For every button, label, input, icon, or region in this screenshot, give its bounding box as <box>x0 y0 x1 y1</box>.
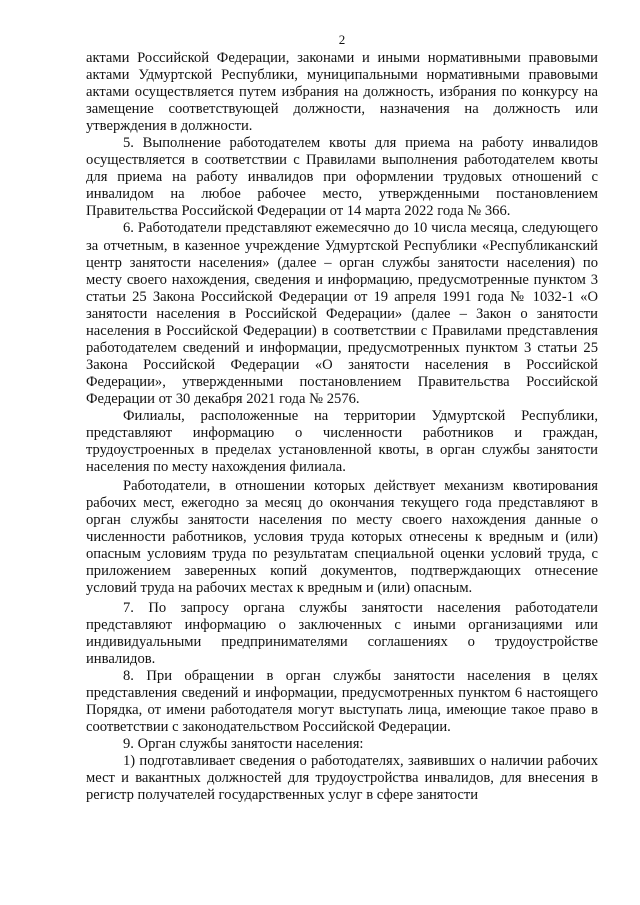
paragraph-employers-quota: Работодатели, в отношении которых действует механизм квотирования рабочих мест, ежегодно за месяц до окончания текущего года представляют в орган службы занятости населения по месту своего нахождения данные о численности работников, условия труда которых отнесены к вредным и (или) опасным условиям труда по результатам специальной оценки условий труда, с приложением заверенных копий документов, подтверждающих отнесение условий труда на рабочих местах к вредным и (или) опасным. <box>86 478 598 597</box>
paragraph-item-6: 6. Работодатели представляют ежемесячно до 10 числа месяца, следующего за отчетным, в казенное учреждение Удмуртской Республики «Республиканский центр занятости населения» (далее – орган службы занятости населения) по месту своего нахождения, сведения и информацию, предусмотренные пунктом 3 статьи 25 Закона Российской Федерации от 19 апреля 1991 года № 1032-1 «О занятости населения в Российской Федерации» (далее – Закон о занятости населения в Российской Федерации) в соответствии с Правилами представления работодателем сведений и информации, предусмотренных пунктом 3 статьи 25 Закона Российской Федерации «О занятости населения в Российской Федерации», утвержденными постановлением Правительства Российской Федерации от 30 декабря 2021 года № 2576. <box>86 220 598 407</box>
document-body <box>86 50 598 804</box>
paragraph-branches: Филиалы, расположенные на территории Удмуртской Республики, представляют информацию о численности работников и граждан, трудоустроенных в пределах установленной квоты, в орган службы занятости населения по месту нахождения филиала. <box>86 407 598 476</box>
page-number: 2 <box>338 32 346 47</box>
paragraph-item-8: 8. При обращении в орган службы занятости населения в целях представления сведений и информации, предусмотренных пунктом 6 настоящего Порядка, от имени работодателя могут выступать лица, имеющие такое право в соответствии с законодательством Российской Федерации. <box>86 667 598 735</box>
paragraph-continuation: актами Российской Федерации, законами и иными нормативными правовыми актами Удмуртской Республики, муниципальными нормативными правовыми актами осуществляется путем избрания на должность, избрания по конкурсу на замещение соответствующей должности, назначения на должность или утверждения в должности. <box>86 50 598 135</box>
paragraph-item-5: 5. Выполнение работодателем квоты для приема на работу инвалидов осуществляется в соответствии с Правилами выполнения работодателем квоты для приема на работу инвалидов при оформлении трудовых отношений с инвалидом на любое рабочее место, утвержденными постановлением Правительства Российской Федерации от 14 марта 2022 года № 366. <box>86 135 598 220</box>
paragraph-item-9-1: 1) подготавливает сведения о работодателях, заявивших о наличии рабочих мест и вакантных должностей для трудоустройства инвалидов, для внесения в регистр получателей государственных услуг в сфере занятости <box>86 752 598 804</box>
paragraph-item-9: 9. Орган службы занятости населения: <box>123 735 364 752</box>
paragraph-item-7: 7. По запросу органа службы занятости населения работодатели представляют информацию о заключенных с иными организациями или индивидуальными предпринимателями соглашениях о трудоустройстве инвалидов. <box>86 599 598 667</box>
